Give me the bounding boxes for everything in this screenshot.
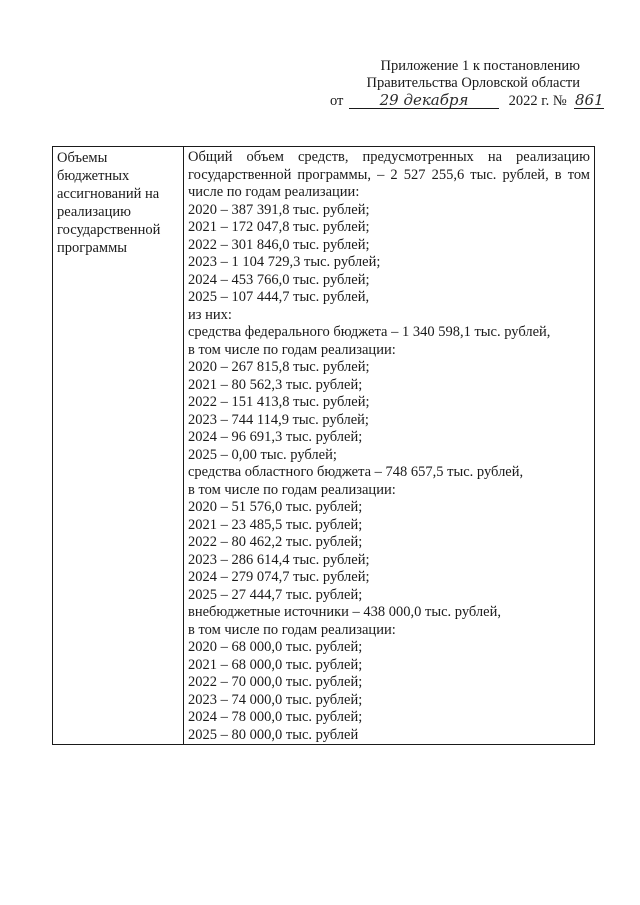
list-item: 2020 – 51 576,0 тыс. рублей; <box>188 499 363 515</box>
appendix-title: Приложение 1 к постановлению <box>380 58 580 74</box>
decree-date-number <box>330 91 604 110</box>
list-item: 2023 – 1 104 729,3 тыс. рублей; <box>188 254 381 270</box>
list-item: 2023 – 744 114,9 тыс. рублей; <box>188 411 369 428</box>
list-item: 2024 – 453 766,0 тыс. рублей; <box>188 271 370 288</box>
list-item: 2021 – 23 485,5 тыс. рублей; <box>188 516 363 533</box>
extra-sub: в том числе по годам реализации: <box>188 621 396 638</box>
extra-years-list <box>188 639 590 744</box>
list-item: 2024 – 78 000,0 тыс. рублей; <box>188 709 363 725</box>
total-intro: Общий объем средств, предусмотренных на реализацию государственной программы, – 2 527 255,6 тыс. рублей, в том числе по годам реализации: <box>188 149 590 200</box>
handwritten-date: 29 декабря <box>349 92 499 109</box>
list-item: 2022 – 80 462,2 тыс. рублей; <box>188 534 363 550</box>
handwritten-number: 861 <box>574 91 604 109</box>
list-item: 2022 – 70 000,0 тыс. рублей; <box>188 674 363 690</box>
list-item: 2022 – 301 846,0 тыс. рублей; <box>188 236 370 253</box>
of-them-label: из них: <box>188 306 232 323</box>
federal-sub: в том числе по годам реализации: <box>188 341 396 358</box>
regional-years-list <box>188 499 590 604</box>
list-item: 2020 – 267 815,8 тыс. рублей; <box>188 359 370 375</box>
issuing-authority: Правительства Орловской области <box>366 75 580 91</box>
list-item: 2021 – 80 562,3 тыс. рублей; <box>188 376 363 393</box>
list-item: 2025 – 107 444,7 тыс. рублей, <box>188 289 370 305</box>
list-item: 2021 – 172 047,8 тыс. рублей; <box>188 219 370 235</box>
total-years-list <box>188 202 590 307</box>
list-item: 2025 – 27 444,7 тыс. рублей; <box>188 586 363 603</box>
date-prefix: от <box>330 93 344 109</box>
list-item: 2025 – 80 000,0 тыс. рублей <box>188 726 359 743</box>
document-header <box>330 58 604 110</box>
list-item: 2022 – 151 413,8 тыс. рублей; <box>188 394 370 410</box>
year-number-label: 2022 г. № <box>508 93 567 109</box>
list-item: 2020 – 68 000,0 тыс. рублей; <box>188 639 363 655</box>
list-item: 2021 – 68 000,0 тыс. рублей; <box>188 656 363 673</box>
regional-sub: в том числе по годам реализации: <box>188 481 396 498</box>
list-item: 2023 – 74 000,0 тыс. рублей; <box>188 691 363 708</box>
regional-title: средства областного бюджета – 748 657,5 тыс. рублей, <box>188 464 524 480</box>
list-item: 2024 – 96 691,3 тыс. рублей; <box>188 429 363 445</box>
table-row <box>53 147 595 745</box>
row-content <box>184 147 595 745</box>
extra-title: внебюджетные источники – 438 000,0 тыс. рублей, <box>188 604 501 620</box>
list-item: 2020 – 387 391,8 тыс. рублей; <box>188 201 370 218</box>
federal-title: средства федерального бюджета – 1 340 598,1 тыс. рублей, <box>188 324 551 340</box>
list-item: 2023 – 286 614,4 тыс. рублей; <box>188 551 370 568</box>
list-item: 2024 – 279 074,7 тыс. рублей; <box>188 569 370 585</box>
federal-years-list <box>188 359 590 464</box>
row-label: Объемы бюджетных ассигнований на реализацию государственной программы <box>53 147 184 745</box>
list-item: 2025 – 0,00 тыс. рублей; <box>188 446 337 463</box>
budget-table <box>52 146 595 745</box>
